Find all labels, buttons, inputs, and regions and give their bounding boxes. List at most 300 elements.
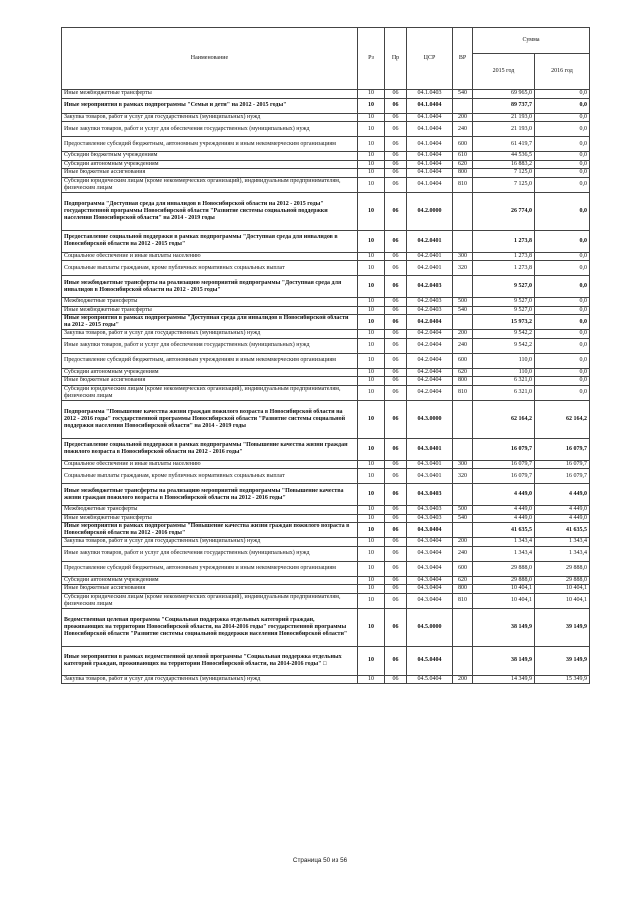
- row-pr-cell: 06: [385, 675, 407, 684]
- table-row: [62, 514, 590, 523]
- row-vr-cell: 200: [453, 330, 473, 339]
- row-csr-cell: 04.3.0404: [407, 585, 453, 594]
- row-vr-cell: [453, 608, 473, 646]
- row-sum-2015-cell: 9 527,0: [473, 306, 535, 315]
- table-row: [62, 122, 590, 137]
- row-sum-2016-cell: 0,0: [535, 177, 590, 192]
- row-rz-cell: 10: [358, 585, 385, 594]
- row-sum-2015-cell: 62 164,2: [473, 400, 535, 438]
- row-csr-cell: 04.3.0401: [407, 438, 453, 460]
- table-body: [62, 90, 590, 684]
- row-name-cell: Иные мероприятия в рамках ведомственной целевой программы "Социальная поддержка отдельных категорий граждан, проживающих на территории Новосибирской области, на 2014-2016 годы" □: [62, 646, 358, 675]
- row-vr-cell: 240: [453, 122, 473, 137]
- table-row: [62, 561, 590, 576]
- row-rz-cell: 10: [358, 276, 385, 298]
- row-vr-cell: 600: [453, 561, 473, 576]
- row-csr-cell: 04.2.0401: [407, 261, 453, 276]
- row-vr-cell: 300: [453, 252, 473, 261]
- row-pr-cell: 06: [385, 230, 407, 252]
- row-name-cell: Предоставление субсидий бюджетным, автономным учреждениям и иным некоммерческим организациям: [62, 561, 358, 576]
- table-row: [62, 400, 590, 438]
- row-name-cell: Подпрограмма "Повышение качества жизни граждан пожилого возраста в Новосибирской области на 2012 - 2016 годы" государственной программы Новосибирской области "Развитие системы социальной поддержки населения Новосибирской области" на 2014 - 2019 годы: [62, 400, 358, 438]
- row-vr-cell: 810: [453, 593, 473, 608]
- row-pr-cell: 06: [385, 460, 407, 469]
- row-name-cell: Иные закупки товаров, работ и услуг для обеспечения государственных (муниципальных) нужд: [62, 546, 358, 561]
- row-sum-2015-cell: 6 321,0: [473, 377, 535, 386]
- row-sum-2015-cell: 4 449,0: [473, 484, 535, 506]
- row-csr-cell: 04.2.0401: [407, 252, 453, 261]
- row-name-cell: Иные межбюджетные трансферты на реализацию мероприятий подпрограммы "Доступная среда для инвалидов в Новосибирской области на 2012 - 2015 годы": [62, 276, 358, 298]
- row-rz-cell: 10: [358, 646, 385, 675]
- row-sum-2015-cell: 29 888,0: [473, 561, 535, 576]
- row-pr-cell: 06: [385, 192, 407, 230]
- table-row: [62, 230, 590, 252]
- row-csr-cell: 04.1.0404: [407, 113, 453, 122]
- row-pr-cell: 06: [385, 506, 407, 515]
- row-pr-cell: 06: [385, 261, 407, 276]
- row-name-cell: Подпрограмма "Доступная среда для инвалидов в Новосибирской области на 2012 - 2015 годы" государственной программы Новосибирской области "Развитие системы социальной поддержки населения Новосибирской области" на 2014 - 2019 годы: [62, 192, 358, 230]
- row-name-cell: Субсидии юридическим лицам (кроме некоммерческих организаций), индивидуальным предпринимателям, физическим лицам: [62, 385, 358, 400]
- row-rz-cell: 10: [358, 514, 385, 523]
- row-vr-cell: 540: [453, 90, 473, 99]
- row-rz-cell: 10: [358, 561, 385, 576]
- row-sum-2015-cell: 10 404,1: [473, 585, 535, 594]
- row-rz-cell: 10: [358, 506, 385, 515]
- row-sum-2016-cell: 62 164,2: [535, 400, 590, 438]
- row-sum-2015-cell: 15 973,2: [473, 315, 535, 330]
- row-rz-cell: 10: [358, 353, 385, 368]
- row-pr-cell: 06: [385, 484, 407, 506]
- row-pr-cell: 06: [385, 152, 407, 161]
- row-pr-cell: 06: [385, 160, 407, 169]
- row-name-cell: Социальное обеспечение и иные выплаты населению: [62, 460, 358, 469]
- row-name-cell: Иные межбюджетные трансферты на реализацию мероприятий подпрограммы "Повышение качества жизни граждан пожилого возраста в Новосибирской области на 2012 - 2016 годы": [62, 484, 358, 506]
- table-row: [62, 160, 590, 169]
- row-pr-cell: 06: [385, 368, 407, 377]
- row-csr-cell: 04.1.0404: [407, 137, 453, 152]
- row-csr-cell: 04.3.0404: [407, 561, 453, 576]
- row-pr-cell: 06: [385, 561, 407, 576]
- row-sum-2015-cell: 110,0: [473, 368, 535, 377]
- row-vr-cell: 620: [453, 368, 473, 377]
- row-rz-cell: 10: [358, 169, 385, 178]
- table-row: [62, 98, 590, 113]
- table-row: [62, 306, 590, 315]
- row-rz-cell: 10: [358, 469, 385, 484]
- row-rz-cell: 10: [358, 261, 385, 276]
- table-row: [62, 506, 590, 515]
- table-row: [62, 137, 590, 152]
- row-rz-cell: 10: [358, 330, 385, 339]
- row-csr-cell: 04.2.0403: [407, 276, 453, 298]
- header-year-2016: 2016 год: [535, 54, 590, 90]
- row-csr-cell: 04.2.0404: [407, 377, 453, 386]
- row-pr-cell: 06: [385, 438, 407, 460]
- row-csr-cell: 04.1.0404: [407, 122, 453, 137]
- table-row: [62, 252, 590, 261]
- row-vr-cell: 800: [453, 585, 473, 594]
- row-csr-cell: 04.3.0404: [407, 576, 453, 585]
- row-csr-cell: 04.5.0404: [407, 675, 453, 684]
- row-csr-cell: 04.2.0401: [407, 230, 453, 252]
- row-csr-cell: 04.3.0404: [407, 546, 453, 561]
- row-name-cell: Иные закупки товаров, работ и услуг для обеспечения государственных (муниципальных) нужд: [62, 338, 358, 353]
- row-sum-2016-cell: 4 449,0: [535, 514, 590, 523]
- row-sum-2016-cell: 0,0: [535, 160, 590, 169]
- row-rz-cell: 10: [358, 385, 385, 400]
- row-vr-cell: 540: [453, 514, 473, 523]
- row-csr-cell: 04.5.0404: [407, 646, 453, 675]
- row-name-cell: Социальные выплаты гражданам, кроме публичных нормативных социальных выплат: [62, 261, 358, 276]
- row-sum-2015-cell: 1 273,8: [473, 230, 535, 252]
- row-name-cell: Социальное обеспечение и иные выплаты населению: [62, 252, 358, 261]
- row-rz-cell: 10: [358, 90, 385, 99]
- table-row: [62, 385, 590, 400]
- row-name-cell: Межбюджетные трансферты: [62, 506, 358, 515]
- header-csr: ЦСР: [407, 28, 453, 90]
- row-name-cell: Иные закупки товаров, работ и услуг для обеспечения государственных (муниципальных) нужд: [62, 122, 358, 137]
- table-row: [62, 113, 590, 122]
- budget-table: [61, 27, 590, 684]
- row-sum-2016-cell: 0,0: [535, 368, 590, 377]
- row-vr-cell: 200: [453, 675, 473, 684]
- row-sum-2016-cell: 1 343,4: [535, 538, 590, 547]
- table-row: [62, 90, 590, 99]
- row-vr-cell: 500: [453, 506, 473, 515]
- row-pr-cell: 06: [385, 608, 407, 646]
- row-name-cell: Иные бюджетные ассигнования: [62, 377, 358, 386]
- row-sum-2016-cell: 10 404,1: [535, 585, 590, 594]
- row-vr-cell: 240: [453, 338, 473, 353]
- table-row: [62, 177, 590, 192]
- row-sum-2016-cell: 0,0: [535, 169, 590, 178]
- row-sum-2016-cell: 1 343,4: [535, 546, 590, 561]
- row-rz-cell: 10: [358, 608, 385, 646]
- row-name-cell: Иные межбюджетные трансферты: [62, 90, 358, 99]
- row-sum-2015-cell: 10 404,1: [473, 593, 535, 608]
- row-sum-2015-cell: 4 449,0: [473, 514, 535, 523]
- row-pr-cell: 06: [385, 252, 407, 261]
- table-row: [62, 330, 590, 339]
- row-vr-cell: 620: [453, 160, 473, 169]
- row-vr-cell: [453, 438, 473, 460]
- row-sum-2015-cell: 9 542,2: [473, 338, 535, 353]
- row-rz-cell: 10: [358, 400, 385, 438]
- row-sum-2016-cell: 15 349,9: [535, 675, 590, 684]
- row-csr-cell: 04.2.0404: [407, 315, 453, 330]
- row-csr-cell: 04.2.0403: [407, 298, 453, 307]
- table-row: [62, 438, 590, 460]
- row-rz-cell: 10: [358, 484, 385, 506]
- header-name: Наименование: [62, 28, 358, 90]
- row-csr-cell: 04.2.0404: [407, 368, 453, 377]
- header-sum: Сумма: [473, 28, 590, 54]
- row-rz-cell: 10: [358, 546, 385, 561]
- row-rz-cell: 10: [358, 338, 385, 353]
- row-sum-2015-cell: 7 125,0: [473, 169, 535, 178]
- table-row: [62, 368, 590, 377]
- table-row: [62, 353, 590, 368]
- row-sum-2016-cell: 16 079,7: [535, 438, 590, 460]
- row-pr-cell: 06: [385, 137, 407, 152]
- row-sum-2016-cell: 0,0: [535, 330, 590, 339]
- row-sum-2015-cell: 9 527,0: [473, 298, 535, 307]
- row-csr-cell: 04.3.0404: [407, 523, 453, 538]
- row-rz-cell: 10: [358, 460, 385, 469]
- row-vr-cell: [453, 646, 473, 675]
- row-rz-cell: 10: [358, 438, 385, 460]
- row-sum-2016-cell: 10 404,1: [535, 593, 590, 608]
- row-sum-2015-cell: 7 125,0: [473, 177, 535, 192]
- row-rz-cell: 10: [358, 593, 385, 608]
- row-vr-cell: 540: [453, 306, 473, 315]
- row-sum-2016-cell: 0,0: [535, 252, 590, 261]
- row-csr-cell: 04.3.0403: [407, 514, 453, 523]
- table-row: [62, 675, 590, 684]
- row-csr-cell: 04.3.0403: [407, 484, 453, 506]
- row-name-cell: Предоставление субсидий бюджетным, автономным учреждениям и иным некоммерческим организациям: [62, 137, 358, 152]
- row-name-cell: Предоставление социальной поддержки в рамках подпрограммы "Доступная среда для инвалидов в Новосибирской области на 2012 - 2015 годы": [62, 230, 358, 252]
- row-pr-cell: 06: [385, 646, 407, 675]
- row-rz-cell: 10: [358, 306, 385, 315]
- row-vr-cell: 620: [453, 576, 473, 585]
- row-vr-cell: 200: [453, 538, 473, 547]
- row-name-cell: Субсидии автономным учреждениям: [62, 160, 358, 169]
- row-name-cell: Субсидии юридическим лицам (кроме некоммерческих организаций), индивидуальным предпринимателям, физическим лицам: [62, 593, 358, 608]
- row-vr-cell: 810: [453, 177, 473, 192]
- row-csr-cell: 04.2.0404: [407, 330, 453, 339]
- row-sum-2016-cell: 39 149,9: [535, 646, 590, 675]
- row-sum-2015-cell: 16 079,7: [473, 469, 535, 484]
- row-sum-2016-cell: 0,0: [535, 122, 590, 137]
- row-csr-cell: 04.1.0404: [407, 152, 453, 161]
- row-pr-cell: 06: [385, 576, 407, 585]
- row-sum-2015-cell: 38 149,9: [473, 608, 535, 646]
- row-name-cell: Иные бюджетные ассигнования: [62, 169, 358, 178]
- row-sum-2016-cell: 0,0: [535, 315, 590, 330]
- row-sum-2016-cell: 4 449,0: [535, 484, 590, 506]
- row-rz-cell: 10: [358, 523, 385, 538]
- header-vr: ВР: [453, 28, 473, 90]
- row-pr-cell: 06: [385, 469, 407, 484]
- row-sum-2015-cell: 26 774,0: [473, 192, 535, 230]
- row-name-cell: Закупка товаров, работ и услуг для государственных (муниципальных) нужд: [62, 538, 358, 547]
- table-row: [62, 276, 590, 298]
- row-pr-cell: 06: [385, 593, 407, 608]
- row-pr-cell: 06: [385, 315, 407, 330]
- row-pr-cell: 06: [385, 585, 407, 594]
- table-row: [62, 608, 590, 646]
- row-csr-cell: 04.3.0404: [407, 538, 453, 547]
- header-pr: Пр: [385, 28, 407, 90]
- table-row: [62, 523, 590, 538]
- row-name-cell: Закупка товаров, работ и услуг для государственных (муниципальных) нужд: [62, 113, 358, 122]
- row-pr-cell: 06: [385, 90, 407, 99]
- row-csr-cell: 04.3.0401: [407, 469, 453, 484]
- row-rz-cell: 10: [358, 252, 385, 261]
- row-rz-cell: 10: [358, 377, 385, 386]
- row-pr-cell: 06: [385, 113, 407, 122]
- row-rz-cell: 10: [358, 113, 385, 122]
- row-rz-cell: 10: [358, 160, 385, 169]
- row-sum-2015-cell: 9 527,0: [473, 276, 535, 298]
- row-vr-cell: [453, 523, 473, 538]
- header-rz: Рз: [358, 28, 385, 90]
- row-vr-cell: 320: [453, 261, 473, 276]
- row-pr-cell: 06: [385, 276, 407, 298]
- table-row: [62, 460, 590, 469]
- row-pr-cell: 06: [385, 377, 407, 386]
- row-name-cell: Межбюджетные трансферты: [62, 298, 358, 307]
- row-pr-cell: 06: [385, 538, 407, 547]
- row-rz-cell: 10: [358, 98, 385, 113]
- row-name-cell: Предоставление социальной поддержки в рамках подпрограммы "Повышение качества жизни граждан пожилого возраста в Новосибирской области на 2012 - 2016 годы": [62, 438, 358, 460]
- row-name-cell: Иные бюджетные ассигнования: [62, 585, 358, 594]
- table-row: [62, 576, 590, 585]
- header-year-2015: 2015 год: [473, 54, 535, 90]
- row-sum-2015-cell: 1 343,4: [473, 546, 535, 561]
- row-rz-cell: 10: [358, 137, 385, 152]
- row-csr-cell: 04.1.0404: [407, 177, 453, 192]
- row-sum-2016-cell: 0,0: [535, 137, 590, 152]
- row-name-cell: Иные мероприятия в рамках подпрограммы "Повышение качества жизни граждан пожилого возраста в Новосибирской области на 2012 - 2016 годы": [62, 523, 358, 538]
- row-csr-cell: 04.2.0404: [407, 353, 453, 368]
- row-sum-2016-cell: 29 888,0: [535, 561, 590, 576]
- table-row: [62, 546, 590, 561]
- row-pr-cell: 06: [385, 169, 407, 178]
- table-row: [62, 261, 590, 276]
- row-csr-cell: 04.3.0404: [407, 593, 453, 608]
- row-sum-2016-cell: 41 635,5: [535, 523, 590, 538]
- row-vr-cell: 300: [453, 460, 473, 469]
- row-csr-cell: 04.3.0401: [407, 460, 453, 469]
- row-sum-2016-cell: 0,0: [535, 306, 590, 315]
- row-sum-2015-cell: 1 343,4: [473, 538, 535, 547]
- table-row: [62, 169, 590, 178]
- row-sum-2016-cell: 0,0: [535, 230, 590, 252]
- row-sum-2015-cell: 4 449,0: [473, 506, 535, 515]
- row-rz-cell: 10: [358, 192, 385, 230]
- row-vr-cell: 800: [453, 169, 473, 178]
- table-row: [62, 377, 590, 386]
- row-name-cell: Предоставление субсидий бюджетным, автономным учреждениям и иным некоммерческим организациям: [62, 353, 358, 368]
- row-vr-cell: 240: [453, 546, 473, 561]
- row-pr-cell: 06: [385, 385, 407, 400]
- table-row: [62, 484, 590, 506]
- table-row: [62, 192, 590, 230]
- row-sum-2016-cell: 0,0: [535, 276, 590, 298]
- row-csr-cell: 04.1.0404: [407, 169, 453, 178]
- row-vr-cell: 800: [453, 377, 473, 386]
- row-sum-2016-cell: 0,0: [535, 385, 590, 400]
- table-row: [62, 338, 590, 353]
- row-sum-2016-cell: 0,0: [535, 338, 590, 353]
- row-sum-2016-cell: 29 888,0: [535, 576, 590, 585]
- row-sum-2016-cell: 16 079,7: [535, 469, 590, 484]
- row-name-cell: Иные межбюджетные трансферты: [62, 514, 358, 523]
- row-pr-cell: 06: [385, 298, 407, 307]
- row-rz-cell: 10: [358, 298, 385, 307]
- table-row: [62, 646, 590, 675]
- row-csr-cell: 04.2.0404: [407, 338, 453, 353]
- row-name-cell: Субсидии бюджетным учреждениям: [62, 152, 358, 161]
- row-sum-2015-cell: 9 542,2: [473, 330, 535, 339]
- row-pr-cell: 06: [385, 523, 407, 538]
- row-sum-2015-cell: 89 737,7: [473, 98, 535, 113]
- row-sum-2016-cell: 0,0: [535, 298, 590, 307]
- row-pr-cell: 06: [385, 546, 407, 561]
- row-pr-cell: 06: [385, 400, 407, 438]
- row-vr-cell: 500: [453, 298, 473, 307]
- row-sum-2015-cell: 16 079,7: [473, 460, 535, 469]
- row-sum-2015-cell: 21 193,0: [473, 113, 535, 122]
- row-pr-cell: 06: [385, 122, 407, 137]
- row-pr-cell: 06: [385, 330, 407, 339]
- row-name-cell: Ведомственная целевая программа "Социальная поддержка отдельных категорий граждан, проживающих на территории Новосибирской области, на 2014-2016 годы" государственной программы Новосибирской области "Развитие системы социальной поддержки населения Новосибирской области": [62, 608, 358, 646]
- row-vr-cell: [453, 484, 473, 506]
- row-pr-cell: 06: [385, 177, 407, 192]
- row-vr-cell: [453, 315, 473, 330]
- row-vr-cell: [453, 98, 473, 113]
- row-rz-cell: 10: [358, 576, 385, 585]
- row-name-cell: Иные мероприятия в рамках подпрограммы "Семья и дети" на 2012 - 2015 годы": [62, 98, 358, 113]
- row-rz-cell: 10: [358, 368, 385, 377]
- row-sum-2015-cell: 16 079,7: [473, 438, 535, 460]
- row-name-cell: Субсидии автономным учреждениям: [62, 368, 358, 377]
- row-rz-cell: 10: [358, 675, 385, 684]
- row-csr-cell: 04.3.0403: [407, 506, 453, 515]
- row-sum-2016-cell: 4 449,0: [535, 506, 590, 515]
- row-vr-cell: [453, 230, 473, 252]
- row-sum-2015-cell: 41 635,5: [473, 523, 535, 538]
- row-csr-cell: 04.2.0000: [407, 192, 453, 230]
- row-pr-cell: 06: [385, 98, 407, 113]
- row-csr-cell: 04.1.0403: [407, 90, 453, 99]
- row-sum-2015-cell: 1 273,8: [473, 252, 535, 261]
- row-name-cell: Иные мероприятия в рамках подпрограммы "Доступная среда для инвалидов в Новосибирской области на 2012 - 2015 годы": [62, 315, 358, 330]
- row-vr-cell: [453, 400, 473, 438]
- row-vr-cell: 320: [453, 469, 473, 484]
- page-number: Страница 50 из 56: [292, 857, 348, 864]
- row-sum-2015-cell: 1 273,8: [473, 261, 535, 276]
- row-name-cell: Субсидии юридическим лицам (кроме некоммерческих организаций), индивидуальным предпринимателям, физическим лицам: [62, 177, 358, 192]
- row-csr-cell: 04.2.0404: [407, 385, 453, 400]
- table-row: [62, 593, 590, 608]
- row-vr-cell: [453, 276, 473, 298]
- row-sum-2016-cell: 0,0: [535, 192, 590, 230]
- row-rz-cell: 10: [358, 152, 385, 161]
- row-sum-2015-cell: 69 965,0: [473, 90, 535, 99]
- row-sum-2016-cell: 0,0: [535, 113, 590, 122]
- row-sum-2016-cell: 0,0: [535, 353, 590, 368]
- row-rz-cell: 10: [358, 177, 385, 192]
- row-csr-cell: 04.3.0000: [407, 400, 453, 438]
- row-csr-cell: 04.5.0000: [407, 608, 453, 646]
- row-vr-cell: 810: [453, 385, 473, 400]
- row-name-cell: Закупка товаров, работ и услуг для государственных (муниципальных) нужд: [62, 675, 358, 684]
- row-name-cell: Социальные выплаты гражданам, кроме публичных нормативных социальных выплат: [62, 469, 358, 484]
- row-rz-cell: 10: [358, 538, 385, 547]
- row-vr-cell: 610: [453, 152, 473, 161]
- row-sum-2016-cell: 0,0: [535, 261, 590, 276]
- row-name-cell: Субсидии автономным учреждениям: [62, 576, 358, 585]
- row-csr-cell: 04.1.0404: [407, 98, 453, 113]
- row-vr-cell: 200: [453, 113, 473, 122]
- table-row: [62, 585, 590, 594]
- row-sum-2015-cell: 38 149,9: [473, 646, 535, 675]
- row-name-cell: Закупка товаров, работ и услуг для государственных (муниципальных) нужд: [62, 330, 358, 339]
- row-pr-cell: 06: [385, 306, 407, 315]
